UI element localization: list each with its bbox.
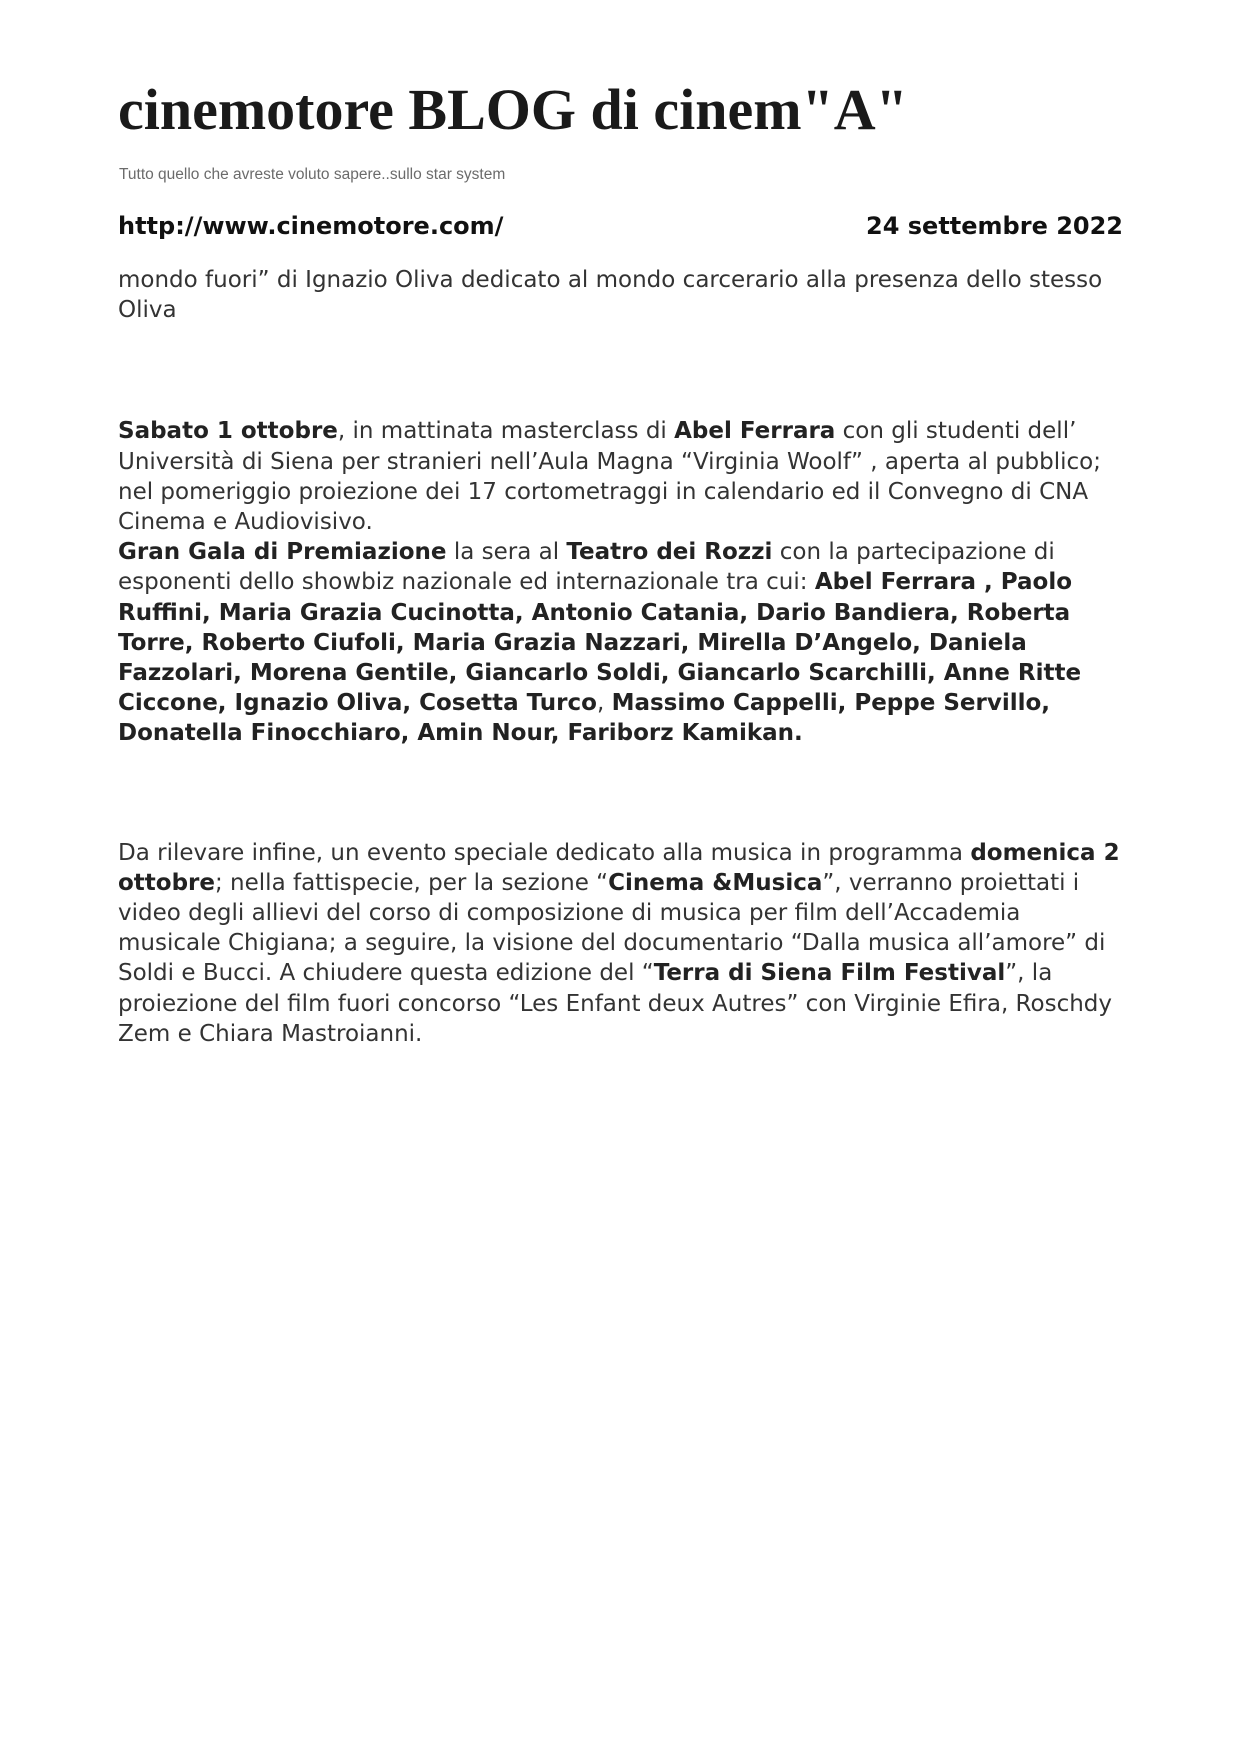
paragraph-spacer (118, 749, 1128, 838)
music-event-paragraph (118, 838, 1128, 1049)
music-text-2: ; nella fattispecie, per la sezione “ (215, 869, 609, 896)
guest-list-1: Abel Ferrara , Paolo Ruffini, Maria Grazia Cucinotta, Antonio Catania, Dario Bandiera, Roberta Torre, Roberto Ciufoli, Maria Grazia Nazzari, Mirella D’Angelo, Daniela Fazzolari, Morena Gentile, Giancarlo Soldi, Giancarlo Scarchilli, Anne Ritte Ciccone, Ignazio Oliva, Cosetta Turco (118, 569, 1082, 717)
gala-text-2: con la partecipazione di esponenti dello showbiz nazionale ed internazionale tra cui: (118, 539, 1055, 596)
gala-text-3: , (596, 690, 612, 717)
gala-title: Gran Gala di Premiazione (118, 539, 447, 566)
blog-title: cinemotore BLOG di cinem"A" (118, 77, 908, 142)
saturday-text-2: con gli studenti dell’ Università di Siena per stranieri nell’Aula Magna “Virginia Woolf” , aperta al pubblico; nel pomeriggio proiezione dei 17 cortometraggi in calendario ed il Convegno di CNA Cinema e Audiovisivo. (118, 418, 1101, 536)
cinema-musica-section: Cinema &Musica (608, 869, 823, 896)
music-text-3: ”, verranno proiettati i video degli allievi del corso di composizione di musica per film dell’Accademia musicale Chigiana; a seguire, la visione del documentario “Dalla musica all’amore” di Soldi e Bucci. A chiudere questa edizione del “ (118, 869, 1106, 987)
paragraph-spacer (118, 325, 1128, 416)
blog-url: http://www.cinemotore.com/ (118, 212, 504, 240)
music-text-1: Da rilevare infine, un evento speciale dedicato alla musica in programma (118, 839, 971, 866)
abel-ferrara-name: Abel Ferrara (674, 418, 836, 445)
guest-list-2: Massimo Cappelli, Peppe Servillo, Donatella Finocchiaro, Amin Nour, Fariborz Kamikan. (118, 690, 1051, 747)
saturday-date: Sabato 1 ottobre (118, 418, 338, 445)
music-text-4: ”, la proiezione del film fuori concorso “Les Enfant deux Autres” con Virginie Efira, Roschdy Zem e Chiara Mastroianni. (118, 960, 1112, 1047)
article-date: 24 settembre 2022 (866, 212, 1123, 240)
gala-paragraph (118, 537, 1128, 748)
saturday-text-1: , in mattinata masterclass di (337, 418, 675, 445)
theatre-name: Teatro dei Rozzi (566, 539, 773, 566)
blog-tagline: Tutto quello che avreste voluto sapere..sullo star system (119, 166, 506, 183)
gala-text-1: la sera al (446, 539, 567, 566)
sunday-date: domenica 2 ottobre (118, 839, 1120, 896)
article-body (118, 265, 1128, 1049)
festival-name: Terra di Siena Film Festival (653, 960, 1006, 987)
saturday-paragraph (118, 416, 1128, 537)
intro-paragraph: mondo fuori” di Ignazio Oliva dedicato al mondo carcerario alla presenza dello stesso Oliva (118, 267, 1103, 324)
